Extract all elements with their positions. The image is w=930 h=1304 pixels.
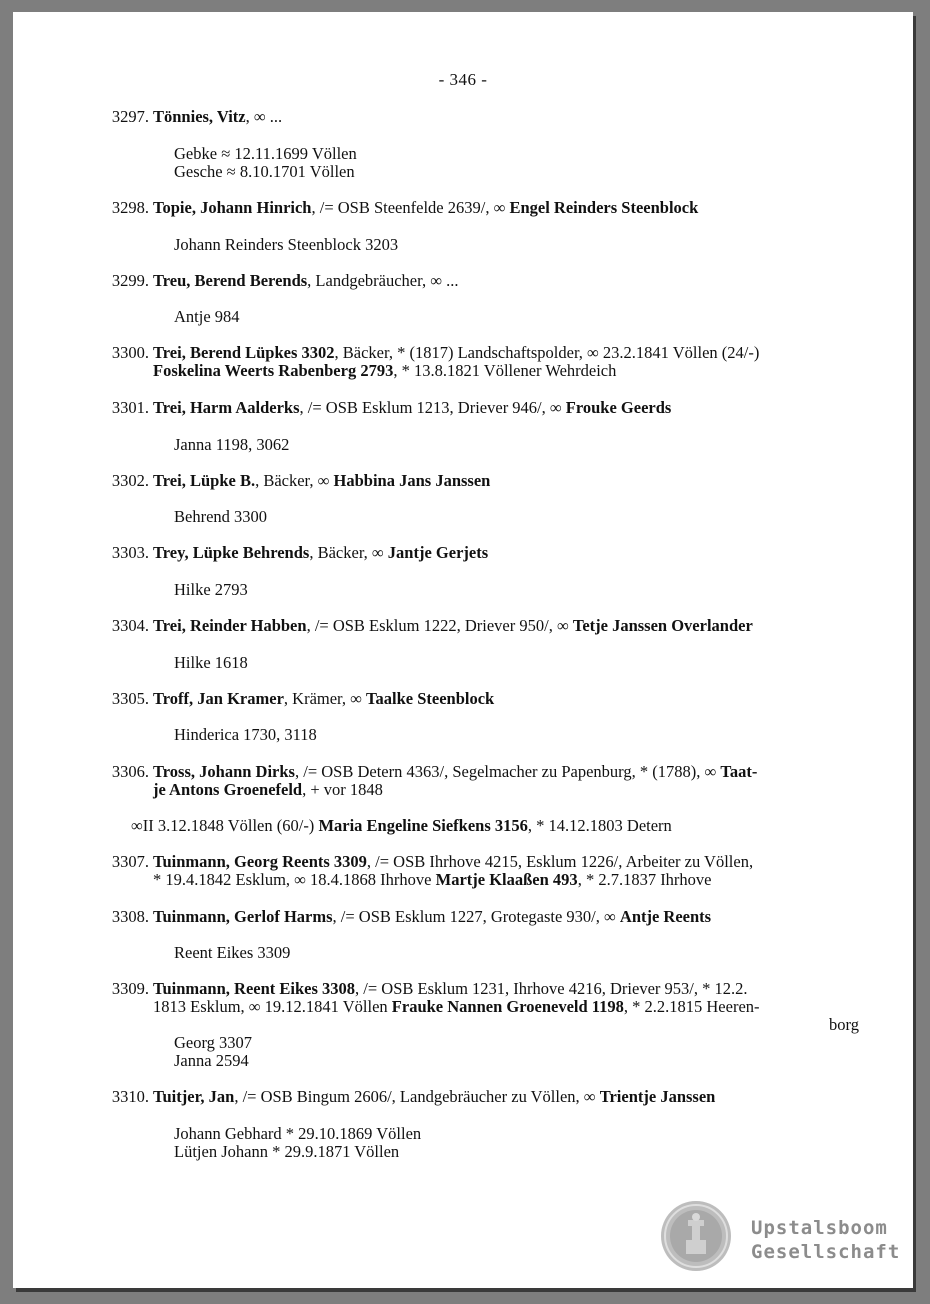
entry-name: Trei, Berend Lüpkes 3302: [153, 343, 335, 362]
child: Reent Eikes 3309: [174, 943, 291, 962]
entry-name: Treu, Berend Berends: [153, 271, 308, 290]
child: Janna 1198, 3062: [174, 435, 290, 454]
entry-name: Topie, Johann Hinrich: [153, 198, 312, 217]
spouse-name: Engel Reinders Steenblock: [509, 198, 699, 217]
entry-number: 3310.: [111, 1087, 149, 1106]
entry-name: Trei, Lüpke B.: [153, 471, 256, 490]
spouse-name: Jantje Gerjets: [387, 543, 489, 562]
child: Antje 984: [174, 307, 240, 326]
second-marriage: ∞II 3.12.1848 Völlen (60/-) Maria Engeline Siefkens 3156, * 14.12.1803 Detern: [131, 816, 672, 835]
entry-heading: Troff, Jan Kramer, Krämer, ∞ Taalke Steenblock: [153, 689, 495, 708]
entry-number: 3302.: [111, 471, 149, 490]
entry-number: 3309.: [111, 979, 149, 998]
entry-name: Trei, Reinder Habben: [153, 616, 307, 635]
entry-heading: Tuinmann, Georg Reents 3309, /= OSB Ihrhove 4215, Esklum 1226/, Arbeiter zu Völlen, * 19.4.1842 Esklum, ∞ 18.4.1868 Ihrhove Martje Klaaßen 493, * 2.7.1837 Ihrhove: [153, 852, 754, 889]
spouse-name: Tetje Janssen Overlander: [572, 616, 753, 635]
entry-name: Tuinmann, Gerlof Harms: [153, 907, 333, 926]
child: Georg 3307: [174, 1033, 253, 1052]
spouse-name: je Antons Groenefeld: [153, 780, 303, 799]
spouse-name: Habbina Jans Janssen: [333, 471, 491, 490]
entry-heading: Trei, Reinder Habben, /= OSB Esklum 1222, Driever 950/, ∞ Tetje Janssen Overlander: [153, 616, 753, 635]
entry-heading: Tuitjer, Jan, /= OSB Bingum 2606/, Landgebräucher zu Völlen, ∞ Trientje Janssen: [153, 1087, 716, 1106]
entry-number: 3300.: [111, 343, 149, 362]
spouse-name: Frauke Nannen Groeneveld 1198: [391, 997, 624, 1016]
page-number: - 346 -: [438, 70, 488, 89]
child: Hilke 2793: [174, 580, 248, 599]
entry-name: Tuinmann, Reent Eikes 3308: [153, 979, 356, 998]
entry-number: 3308.: [111, 907, 149, 926]
entry-number: 3307.: [111, 852, 149, 871]
child: Behrend 3300: [174, 507, 268, 526]
spouse-name: Frouke Geerds: [565, 398, 672, 417]
entry-heading: Trei, Lüpke B., Bäcker, ∞ Habbina Jans Janssen: [153, 471, 491, 490]
entry-number: 3303.: [111, 543, 149, 562]
spouse-name: Taalke Steenblock: [366, 689, 495, 708]
entry-heading: Treu, Berend Berends, Landgebräucher, ∞ ...: [153, 271, 459, 290]
entry-heading: Tross, Johann Dirks, /= OSB Detern 4363/, Segelmacher zu Papenburg, * (1788), ∞ Taat- je Antons Groenefeld, + vor 1848: [153, 762, 758, 799]
spouse-name: Foskelina Weerts Rabenberg 2793: [153, 361, 394, 380]
child: Lütjen Johann * 29.9.1871 Völlen: [174, 1142, 400, 1161]
child: Gesche ≈ 8.10.1701 Völlen: [174, 162, 355, 181]
entry-number: 3304.: [111, 616, 149, 635]
entry-name: Tönnies, Vitz: [153, 107, 246, 126]
child: Hilke 1618: [174, 653, 248, 672]
entry-heading: Tönnies, Vitz, ∞ ...: [153, 107, 283, 126]
child: Johann Gebhard * 29.10.1869 Völlen: [174, 1124, 422, 1143]
entry-number: 3298.: [111, 198, 149, 217]
entry-heading: Tuinmann, Reent Eikes 3308, /= OSB Esklum 1231, Ihrhove 4216, Driever 953/, * 12.2. 1813 Esklum, ∞ 19.12.1841 Völlen Frauke Nannen Groeneveld 1198, * 2.2.1815 Heeren-: [153, 979, 760, 1016]
spouse-name: Trientje Janssen: [599, 1087, 716, 1106]
entry-heading: Trei, Harm Aalderks, /= OSB Esklum 1213, Driever 946/, ∞ Frouke Geerds: [153, 398, 672, 417]
spouse-name: Antje Reents: [619, 907, 712, 926]
child: Hinderica 1730, 3118: [174, 725, 317, 744]
entry-name: Troff, Jan Kramer: [153, 689, 284, 708]
seal-logo-icon: [660, 1200, 732, 1272]
entry-number: 3305.: [111, 689, 149, 708]
spouse-name: Maria Engeline Siefkens 3156: [318, 816, 528, 835]
entry-heading: Tuinmann, Gerlof Harms, /= OSB Esklum 1227, Grotegaste 930/, ∞ Antje Reents: [153, 907, 712, 926]
child: Gebke ≈ 12.11.1699 Völlen: [174, 144, 357, 163]
spouse-name: Martje Klaaßen 493: [435, 870, 578, 889]
entry-name: Trei, Harm Aalderks: [153, 398, 300, 417]
entry-name: Trey, Lüpke Behrends: [153, 543, 310, 562]
entry-name: Tuitjer, Jan: [153, 1087, 235, 1106]
entry-name: Tross, Johann Dirks: [153, 762, 295, 781]
entry-number: 3301.: [111, 398, 149, 417]
entry-name: Tuinmann, Georg Reents 3309: [153, 852, 367, 871]
document-page: - 346 - 3297. Tönnies, Vitz, ∞ ... Gebke ≈ 12.11.1699 Völlen Gesche ≈ 8.10.1701 Völlen 3298. Topie, Johann Hinrich, /= OSB Steenfelde 2639/, ∞ Engel Reinders Steenblock Johann Reinders Steenblock 3203 3299. Treu, Berend Berends, Landgebräucher, ∞ ... Antje 984 3300. Trei, Berend Lüpkes 3302, Bäcker, * (1817) Landschaftspolder, ∞ 23.2.1841 Völlen (24/-) Foskelina Weerts Rabenberg 2793, * 13.8.1821 Völlener Wehrdeich 3301. Trei, Harm Aalderks, /= OSB Esklum 1213, Driever 946/, ∞ Frouke Geerds Janna 1198, 3062 3302. Trei, Lüpke B., Bäcker, ∞ Habbina Jans Janssen Behrend 3300 3303. Trey, Lüpke Behrends, Bäcker, ∞ Jantje Gerjets Hilke 2793 3304. Trei, Reinder Habben, /= OSB Esklum 1222, Driever 950/, ∞ Tetje Janssen Overlander Hilke 1618 3305. Troff, Jan Kramer, Krämer, ∞ Taalke Steenblock Hinderica 1730, 3118 3306. Tross, Johann Dirks, /= OSB Detern 4363/, Segelmacher zu Papenburg, * (1788), ∞ Taat- je Antons Groenefeld, + vor 1848 ∞II 3.12.1848 Völlen (60/-) Maria Engeline Siefkens 3156, * 14.12.1803 Detern 3307. Tuinmann, Georg Reents 3309, /= OSB Ihrhove 4215, Esklum 1226/, Arbeiter zu Völlen, * 19.4.1842 Esklum, ∞ 18.4.1868 Ihrhove Martje Klaaßen 493, * 2.7.1837 Ihrhove 3308. Tuinmann, Gerlof Harms, /= OSB Esklum 1227, Grotegaste 930/, ∞ Antje Reents Reent Eikes 3309 3309. Tuinmann, Reent Eikes 3308, /= OSB Esklum 1231, Ihrhove 4216, Driever 953/, * 12.2. 1813 Esklum, ∞ 19.12.1841 Völlen Frauke Nannen Groeneveld 1198, * 2.2.1815 Heeren- borg Georg 3307 Janna 2594 3310. Tuitjer, Jan, /= OSB Bingum 2606/, Landgebräucher zu Völlen, ∞ Trientje Janssen Johann Gebhard * 29.10.1869 Völlen Lütjen Johann * 29.9.1871 Völlen Upstalsboom Gesellschaft: [13, 12, 913, 1288]
entry-heading: Topie, Johann Hinrich, /= OSB Steenfelde 2639/, ∞ Engel Reinders Steenblock: [153, 198, 699, 217]
entry-heading: Trey, Lüpke Behrends, Bäcker, ∞ Jantje Gerjets: [153, 543, 489, 562]
entry-number: 3306.: [111, 762, 149, 781]
child: Johann Reinders Steenblock 3203: [174, 235, 399, 254]
spouse-name: Taat-: [720, 762, 758, 781]
entry-number: 3299.: [111, 271, 149, 290]
child: Janna 2594: [174, 1051, 249, 1070]
entry-heading: Trei, Berend Lüpkes 3302, Bäcker, * (1817) Landschaftspolder, ∞ 23.2.1841 Völlen (24/-) Foskelina Weerts Rabenberg 2793, * 13.8.1821 Völlener Wehrdeich: [153, 343, 760, 380]
entry-number: 3297.: [111, 107, 149, 126]
society-logo-text: Upstalsboom Gesellschaft: [751, 1217, 901, 1263]
